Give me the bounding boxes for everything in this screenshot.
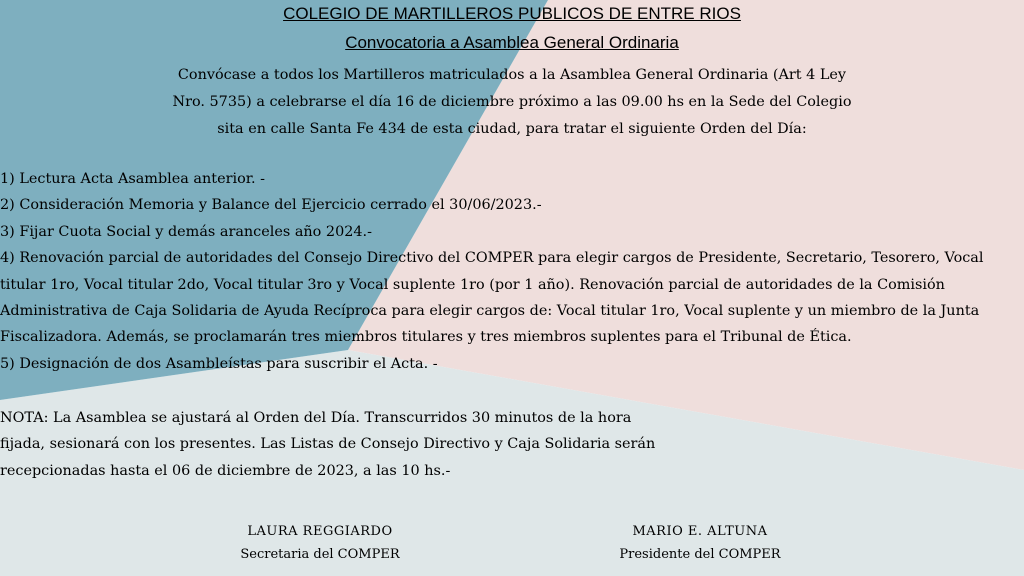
agenda-item: 5) Designación de dos Asambleístas para suscribir el Acta. - — [0, 355, 438, 372]
signature-role: Presidente del COMPER — [619, 547, 781, 562]
nota-paragraph: NOTA: La Asamblea se ajustará al Orden del Día. Transcurridos 30 minutos de la hora fijada, sesionará con los presentes. Las Listas de Consejo Directivo y Caja Solidaria serán recepcionadas hasta el 06 de diciembre de 2023, a las 10 hs.- — [0, 410, 656, 479]
document-subtitle: Convocatoria a Asamblea General Ordinaria — [345, 33, 679, 52]
signature-name: MARIO E. ALTUNA — [632, 524, 768, 539]
agenda-item: 1) Lectura Acta Asamblea anterior. - — [0, 171, 266, 187]
intro-paragraph: Convócase a todos los Martilleros matriculados a la Asamblea General Ordinaria (Art 4 Ley Nro. 5735) a celebrarse el día 16 de diciembre próximo a las 09.00 hs en la Sede del Colegio sita en calle Santa Fe 434 de esta ciudad, para tratar el siguiente Orden del Día: — [172, 67, 852, 137]
agenda-item: 2) Consideración Memoria y Balance del Ejercicio cerrado el 30/06/2023.- — [0, 197, 542, 214]
signature-secretary — [200, 520, 440, 566]
signature-role: Secretaria del COMPER — [240, 547, 400, 562]
document-title: COLEGIO DE MARTILLEROS PUBLICOS DE ENTRE RIOS — [283, 4, 741, 23]
agenda-item: 3) Fijar Cuota Social y demás aranceles año 2024.- — [0, 223, 372, 240]
signature-president — [570, 520, 830, 566]
agenda-list — [0, 166, 1020, 377]
agenda-item: 4) Renovación parcial de autoridades del Consejo Directivo del COMPER para elegir cargos de Presidente, Secretario, Tesorero, Vocal titular 1ro, Vocal titular 2do, Vocal titular 3ro y Vocal suplente 1ro (por 1 año). Renovación parcial de autoridades de la Comisión Administrativa de Caja Solidaria de Ayuda Recíproca para elegir cargos de: Vocal titular 1ro, Vocal suplente y un miembro de la Junta Fiscalizadora. Además, se proclamarán tres miembros titulares y tres miembros suplentes para el Tribunal de Ética. — [0, 250, 984, 346]
signature-name: LAURA REGGIARDO — [247, 524, 393, 539]
